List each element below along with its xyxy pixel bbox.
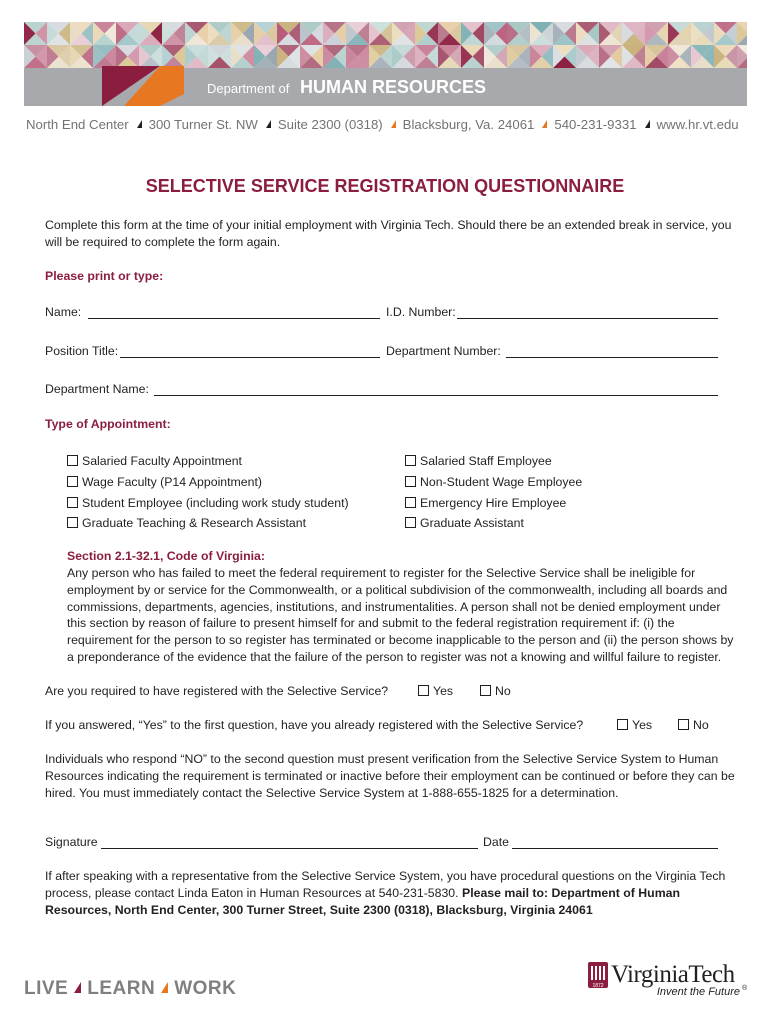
name-label: Name: [45,305,82,319]
print-instruction: Please print or type: [45,269,164,283]
department-number-label: Department Number: [386,344,501,358]
triangle-icon [137,120,142,128]
question-2: If you answered, “Yes” to the first question, have you already registered with the Selective Service? [45,718,584,732]
slogan [24,978,236,1000]
checkbox-graduate-teaching[interactable] [67,516,306,530]
checkbox-label: Non-Student Wage Employee [420,475,583,489]
slogan-work: WORK [174,978,237,999]
checkbox-icon[interactable] [617,719,628,730]
checkbox-label: Graduate Assistant [420,516,524,530]
appointment-heading: Type of Appointment: [45,417,171,431]
checkbox-label: Yes [632,718,653,732]
address-phone: 540-231-9331 [554,117,637,132]
id-number-input-line[interactable] [457,318,718,319]
q1-no-checkbox[interactable] [480,684,511,698]
department-prefix: Department of [207,81,290,96]
vt-shield-icon [588,962,608,989]
checkbox-icon[interactable] [405,497,416,508]
signature-label: Signature [45,835,98,849]
closing-paragraph [45,868,735,919]
intro-paragraph: Complete this form at the time of your initial employment with Virginia Tech. Should there be an extended break in service, you will be required to complete the form again. [45,218,732,249]
registered-mark: ® [742,985,748,992]
q2-yes-checkbox[interactable] [617,718,652,732]
department-name: HUMAN RESOURCES [300,77,487,97]
code-heading: Section 2.1-32.1, Code of Virginia: [67,549,265,563]
header-banner [24,22,747,106]
triangle-icon [161,982,168,993]
position-title-input-line[interactable] [120,357,380,358]
closing-text: If after speaking with a representative from the Selective Service System, you have procedural questions on the Virginia Tech process, please contact Linda Eaton in Human Resources at 540-231-5830. [45,869,726,900]
address-website[interactable]: www.hr.vt.edu [656,117,739,132]
checkbox-icon[interactable] [418,685,429,696]
address-building: North End Center [26,117,129,132]
triangle-icon [645,120,650,128]
code-text: Any person who has failed to meet the federal requirement to register for the Selective Service shall be ineligible for employment by or service for the Commonwealth, or a political subdivision of the commonwealth, including all boards and commissions, departments, agencies, institutions, and instrumentalities. A person shall not be denied employment under this section by reason of failure to present himself for and submit to the federal registration requirement if: (i) the requirement for the person to so register has terminated or become inapplicable to the person and (ii) the person shows by a preponderance of the evidence that the failure of the person to register was not a knowing and willful failure to register. [67,566,734,664]
triangle-icon [391,120,396,128]
q1-yes-checkbox[interactable] [418,684,453,698]
slogan-learn: LEARN [87,978,156,999]
logo-tagline: Invent the Future [656,986,740,998]
logo-wordmark: VirginiaTech [611,961,735,988]
checkbox-student-employee[interactable] [67,496,349,510]
checkbox-icon[interactable] [405,517,416,528]
checkbox-non-student-wage[interactable] [405,475,582,489]
form-title: SELECTIVE SERVICE REGISTRATION QUESTIONNAIRE [145,176,625,196]
checkbox-label: Student Employee (including work study student) [82,496,349,510]
checkbox-emergency-hire[interactable] [405,496,566,510]
date-label: Date [483,835,509,849]
checkbox-icon[interactable] [67,497,78,508]
checkbox-label: Yes [433,684,454,698]
checkbox-icon[interactable] [405,476,416,487]
question-1: Are you required to have registered with the Selective Service? [45,684,389,698]
checkbox-label: Salaried Staff Employee [420,454,552,468]
triangle-icon [542,120,547,128]
notice-paragraph: Individuals who respond “NO” to the second question must present verification from the Selective Service System to Human Resources indicating the requirement is terminated or inactive before their employment can be continued or before they can be hired. You must immediately contact the Selective Service System at 1-888-655-1825 for a determination. [45,752,735,800]
address-city: Blacksburg, Va. 24061 [402,117,535,132]
slogan-live: LIVE [24,978,69,999]
checkbox-icon[interactable] [678,719,689,730]
checkbox-label: No [693,718,709,732]
checkbox-graduate-assistant[interactable] [405,516,524,530]
department-name-label: Department Name: [45,382,149,396]
triangle-icon [74,982,81,993]
checkbox-label: Emergency Hire Employee [420,496,567,510]
address-street: 300 Turner St. NW [148,117,258,132]
logo-year: 1872 [592,983,604,989]
name-input-line[interactable] [88,318,380,319]
checkbox-icon[interactable] [67,476,78,487]
checkbox-label: Salaried Faculty Appointment [82,454,242,468]
department-name-input-line[interactable] [154,395,718,396]
checkbox-icon[interactable] [67,455,78,466]
checkbox-icon[interactable] [405,455,416,466]
checkbox-label: Graduate Teaching & Research Assistant [82,516,306,530]
checkbox-icon[interactable] [67,517,78,528]
checkbox-label: Wage Faculty (P14 Appointment) [82,475,262,489]
decorative-tile-pattern [24,22,747,68]
mailing-address: Please mail to: Department of Human Resources, North End Center, 300 Turner Street, Suite 2300 (0318), Blacksburg, Virginia 24061 [45,886,680,917]
address-suite: Suite 2300 (0318) [277,117,383,132]
signature-input-line[interactable] [101,848,478,849]
position-title-label: Position Title: [45,344,119,358]
q2-no-checkbox[interactable] [678,718,709,732]
address-line [26,117,746,132]
checkbox-salaried-staff[interactable] [405,454,552,468]
date-input-line[interactable] [512,848,718,849]
checkbox-salaried-faculty[interactable] [67,454,242,468]
checkbox-icon[interactable] [480,685,491,696]
triangle-icon [266,120,271,128]
id-number-label: I.D. Number: [386,305,456,319]
checkbox-wage-faculty[interactable] [67,475,262,489]
virginia-tech-logo[interactable] [584,958,754,1002]
department-number-input-line[interactable] [506,357,718,358]
checkbox-label: No [495,684,511,698]
